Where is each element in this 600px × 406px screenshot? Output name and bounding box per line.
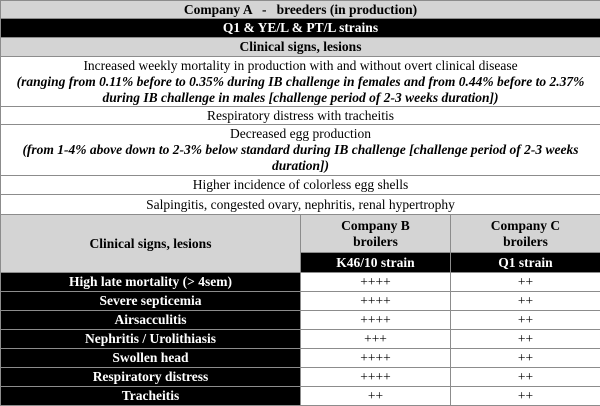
sign-colorless-egg-shells: Higher incidence of colorless egg shells [1,176,600,195]
comparison-row-header: Clinical signs, lesions [1,215,301,273]
company-b-value: ++ [301,387,451,406]
sign-respiratory-distress: Respiratory distress with tracheitis [1,107,600,125]
company-c-name: Company C [490,217,561,233]
table-row [1,311,600,330]
sign-increased-mortality [1,57,600,107]
row-label-severe-septicemia: Severe septicemia [1,292,301,311]
sign-main-text: Decreased egg production [230,126,371,141]
company-c-value: ++ [451,387,600,406]
row-label-tracheitis: Tracheitis [1,387,301,406]
row-label-high-late-mortality: High late mortality (> 4sem) [1,273,301,292]
row-label-nephritis: Nephritis / Urolithiasis [1,330,301,349]
company-c-type: broilers [503,233,548,249]
company-a-section-title: Clinical signs, lesions [1,38,600,57]
company-c-value: ++ [451,330,600,349]
sign-detail-text: (ranging from 0.11% before to 0.35% during IB challenge in females and from 0.44% before to 2.37% during IB challenge in males [challenge period of 2-3 weeks duration]) [16,73,585,105]
table-row [1,387,600,406]
row-label-respiratory-distress: Respiratory distress [1,368,301,387]
table-row [1,273,600,292]
company-a-strains: Q1 & YE/L & PT/L strains [1,19,600,38]
sign-decreased-egg-production [1,125,600,176]
sign-detail-text: (from 1-4% above down to 2-3% below standard during IB challenge [challenge period of 2-3 weeks duration]) [22,142,579,173]
sign-salpingitis: Salpingitis, congested ovary, nephritis, renal hypertrophy [1,195,600,215]
company-c-strain: Q1 strain [451,253,600,273]
company-b-value: ++++ [301,292,451,311]
table-row [1,368,600,387]
company-c-header [451,215,600,253]
company-b-value: ++++ [301,368,451,387]
row-label-swollen-head: Swollen head [1,349,301,368]
company-b-value: ++++ [301,311,451,330]
company-c-value: ++ [451,311,600,330]
table-row [1,292,600,311]
company-c-value: ++ [451,292,600,311]
company-b-type: broilers [353,233,398,249]
company-b-value: ++++ [301,273,451,292]
table-row [1,330,600,349]
sign-main-text: Increased weekly mortality in production with and without overt clinical disease [83,57,518,73]
company-c-value: ++ [451,273,600,292]
company-b-value: ++++ [301,349,451,368]
table-row [1,349,600,368]
company-b-strain: K46/10 strain [301,253,451,273]
company-b-name: Company B [341,217,410,233]
company-a-title: Company A - breeders (in production) [1,1,600,19]
company-c-value: ++ [451,349,600,368]
row-label-airsacculitis: Airsacculitis [1,311,301,330]
company-b-header [301,215,451,253]
company-b-value: +++ [301,330,451,349]
company-c-value: ++ [451,368,600,387]
